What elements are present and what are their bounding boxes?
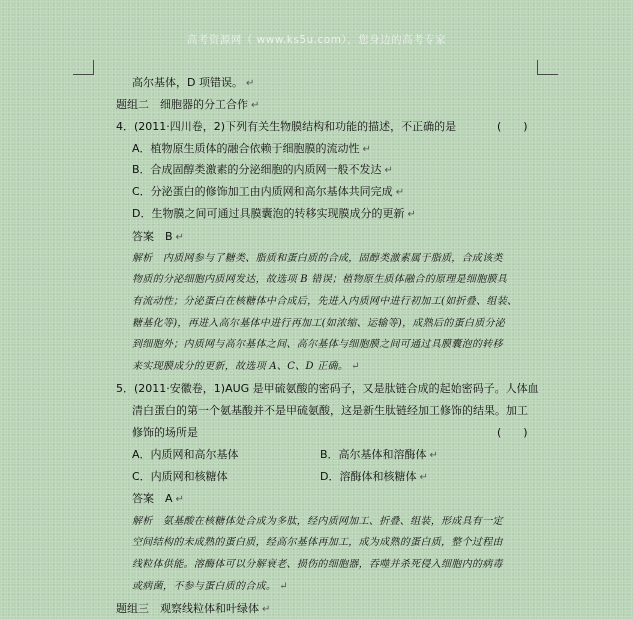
section-heading: 题组二 细胞器的分工合作 ↵ bbox=[116, 98, 260, 111]
option-line: B．合成固醇类激素的分泌细胞的内质网一般不发达 ↵ bbox=[132, 163, 393, 176]
option-line: B．高尔基体和溶酶体 ↵ bbox=[320, 448, 438, 461]
option-line: D．生物膜之间可通过具膜囊泡的转移实现膜成分的更新 ↵ bbox=[132, 207, 416, 220]
text-line: 高尔基体，D 项错误。 ↵ bbox=[132, 76, 255, 89]
option-line: C．分泌蛋白的修饰加工由内质网和高尔基体共同完成 ↵ bbox=[132, 185, 405, 198]
explanation-line: 或病菌，不参与蛋白质的合成。 ↵ bbox=[132, 581, 288, 592]
answer-bracket: ( ) bbox=[497, 120, 528, 133]
explanation-line: 糖基化等)，再进入高尔基体中进行再加工(如浓缩、运输等)，成熟后的蛋白质分泌 bbox=[132, 318, 506, 329]
explanation-line: 到细胞外；内质网与高尔基体之间、高尔基体与细胞膜之间可通过具膜囊泡的转移 bbox=[132, 339, 503, 350]
option-line: C．内质网和核糖体 bbox=[132, 470, 228, 483]
answer-line: 答案 B ↵ bbox=[132, 230, 184, 243]
option-line: D．溶酶体和核糖体 ↵ bbox=[320, 470, 428, 483]
explanation-line: 有流动性；分泌蛋白在核糖体中合成后，先进入内质网中进行初加工(如折叠、组装、 bbox=[132, 296, 518, 307]
page-header: 高考资源网（ www.ks5u.com），您身边的高考专家 bbox=[186, 34, 447, 46]
question-stem: 5．(2011·安徽卷，1)AUG 是甲硫氨酸的密码子，又是肽链合成的起始密码子。人体血 bbox=[116, 382, 539, 395]
explanation-line: 物质的分泌细胞内质网发达，故选项 B 错误；植物原生质体融合的原理是细胞膜具 bbox=[132, 274, 508, 285]
section-heading: 题组三 观察线粒体和叶绿体 ↵ bbox=[116, 602, 271, 615]
explanation-line: 来实现膜成分的更新，故选项 A、C、D 正确。 ↵ bbox=[132, 361, 360, 372]
question-stem: 4．(2011·四川卷，2)下列有关生物膜结构和功能的描述，不正确的是 bbox=[116, 120, 457, 133]
explanation-line: 解析 氨基酸在核糖体处合成为多肽，经内质网加工、折叠、组装，形成具有一定 bbox=[132, 516, 503, 527]
explanation-line: 解析 内质网参与了糖类、脂质和蛋白质的合成，固醇类激素属于脂质，合成该类 bbox=[132, 253, 503, 264]
explanation-line: 空间结构的未成熟的蛋白质，经高尔基体再加工，成为成熟的蛋白质，整个过程由 bbox=[132, 537, 503, 548]
answer-line: 答案 A ↵ bbox=[132, 492, 184, 505]
option-line: A．内质网和高尔基体 bbox=[132, 448, 239, 461]
explanation-line: 线粒体供能。溶酶体可以分解衰老、损伤的细胞器，吞噬并杀死侵入细胞内的病毒 bbox=[132, 559, 503, 570]
option-line: A．植物原生质体的融合依赖于细胞膜的流动性 ↵ bbox=[132, 142, 371, 155]
answer-bracket: ( ) bbox=[497, 426, 528, 439]
question-stem: 修饰的场所是 bbox=[132, 426, 198, 439]
question-stem: 清白蛋白的第一个氨基酸并不是甲硫氨酸，这是新生肽链经加工修饰的结果。加工 bbox=[132, 404, 528, 417]
